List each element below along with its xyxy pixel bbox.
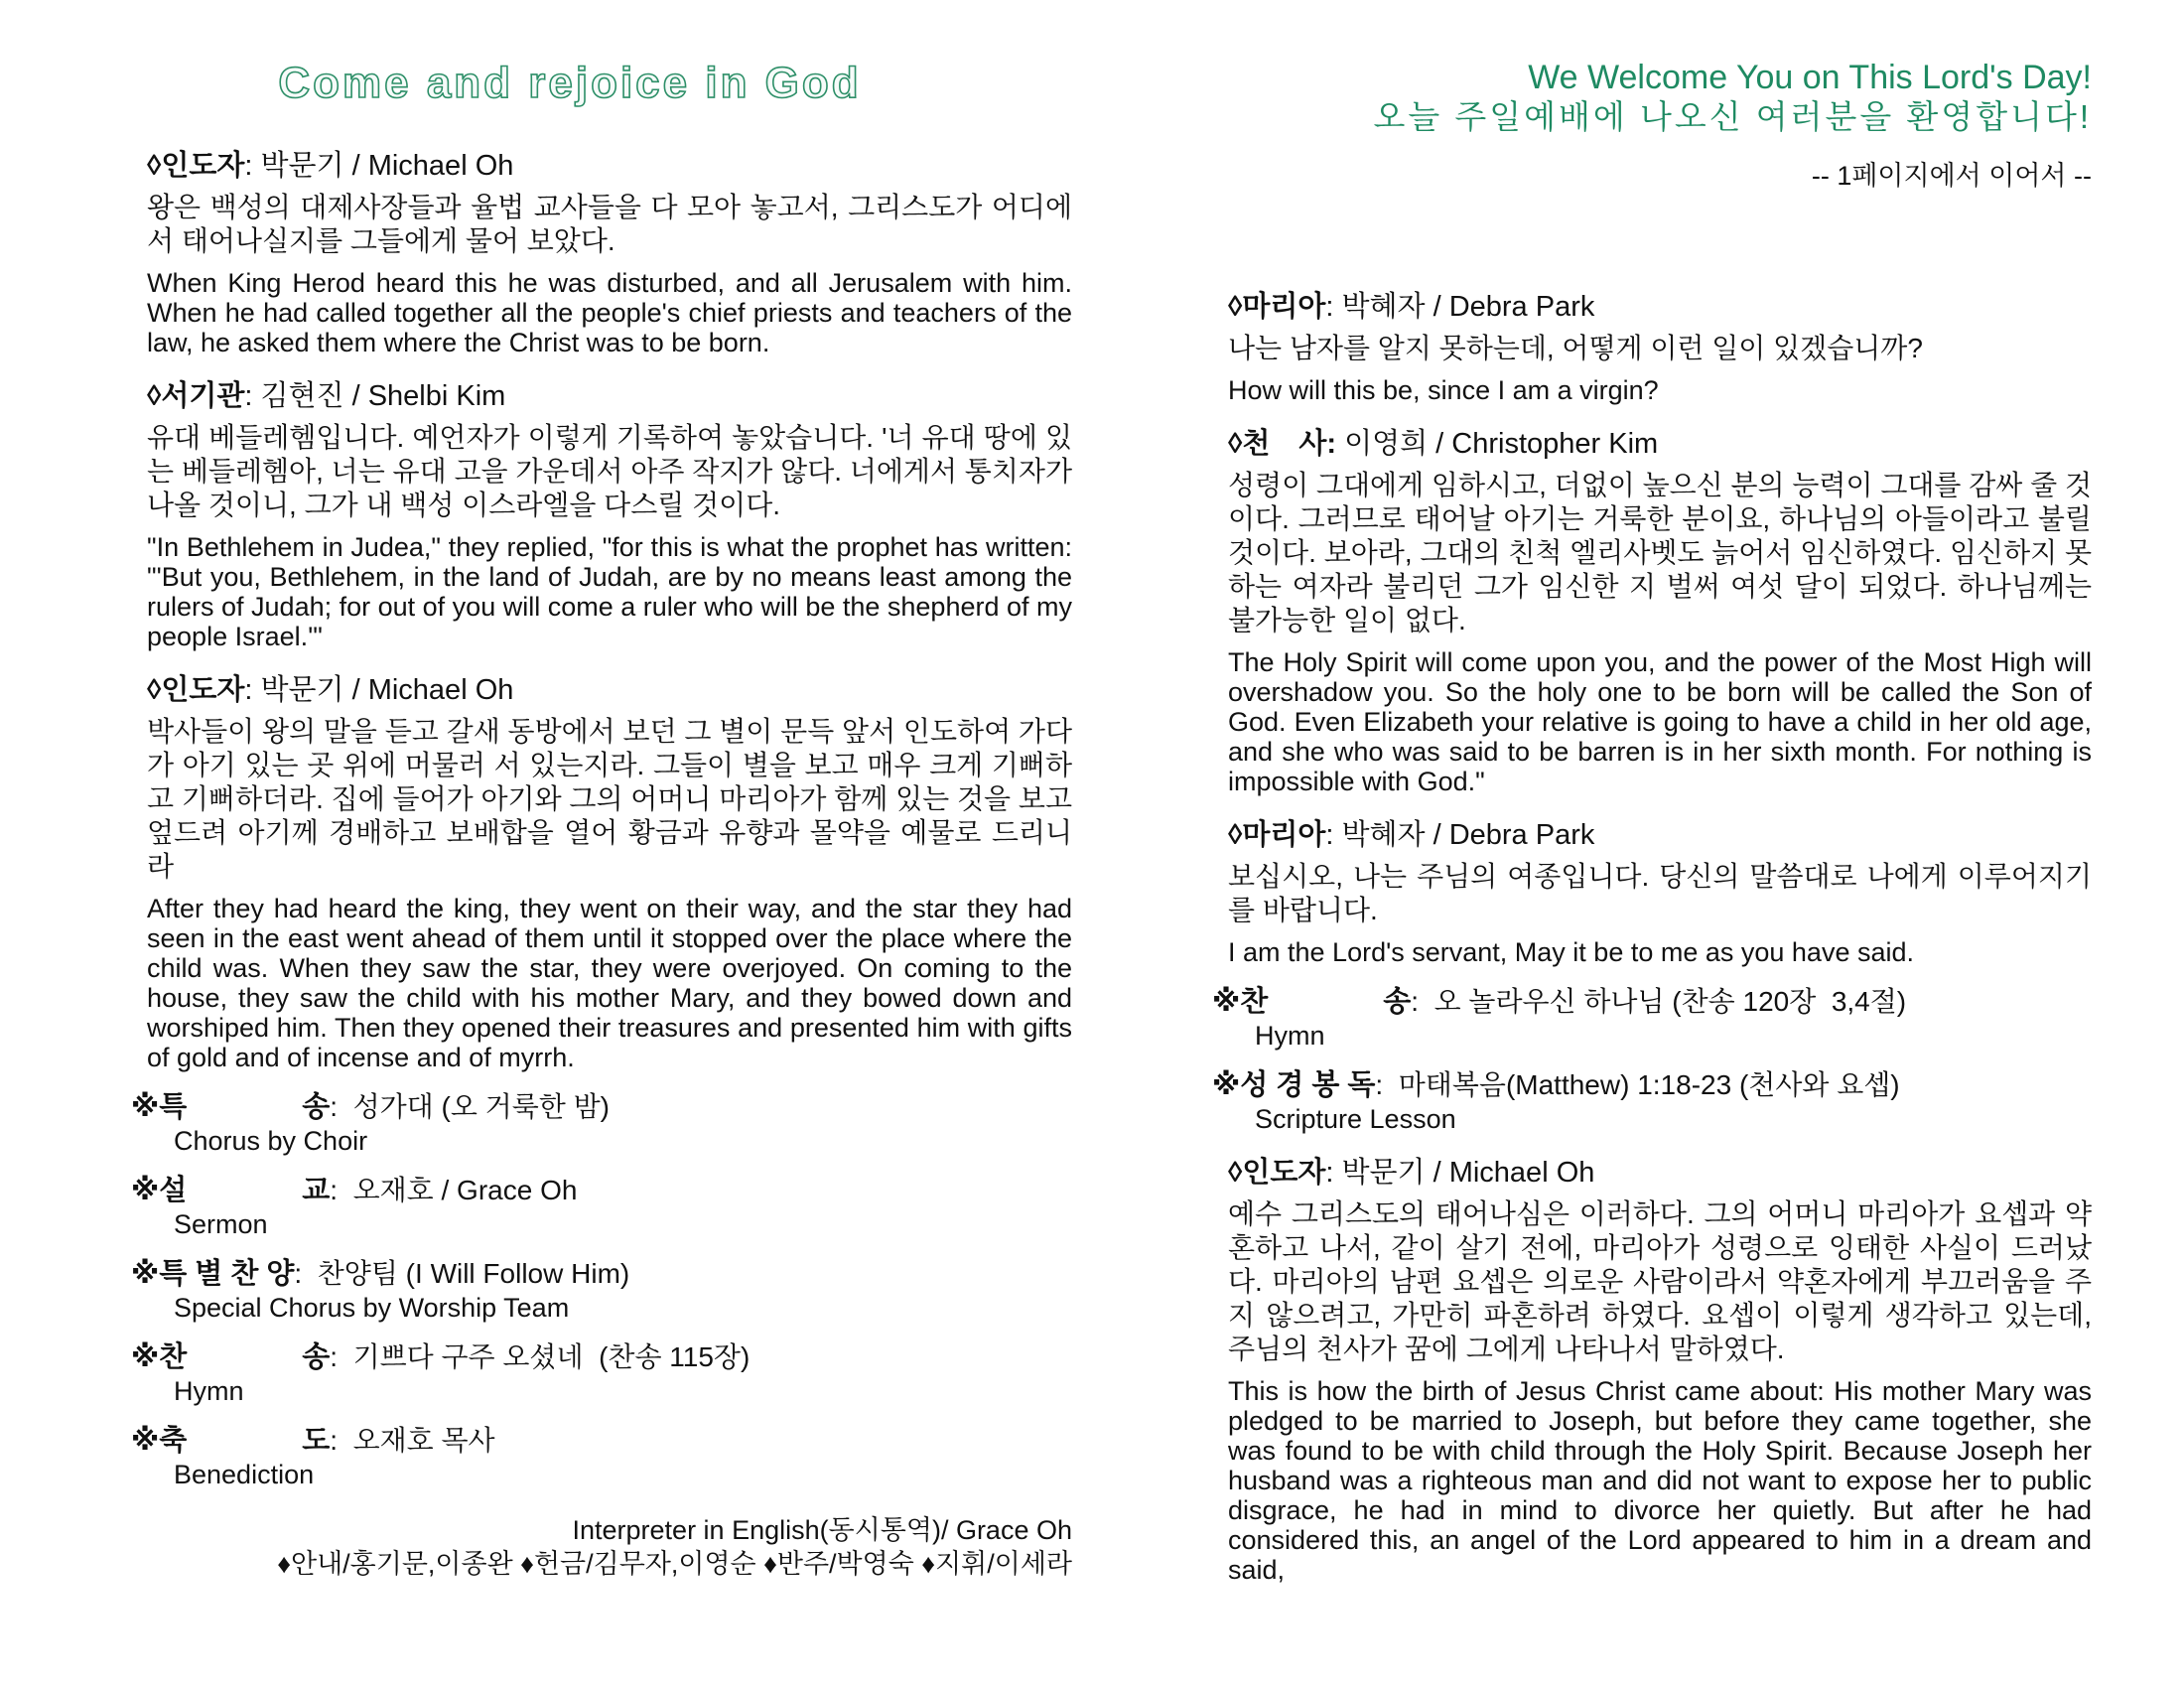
program-item-hymn [131,1340,1072,1406]
role-persons: : 박문기 / Michael Oh [244,674,514,706]
program-item-value: : 찬양팀 (I Will Follow Him) [294,1258,630,1289]
liturgy-section-scribe [147,379,1072,651]
program-item-english: Scripture Lesson [1255,1104,1456,1134]
program-item-scripture-lesson [1212,1068,2092,1134]
role-header [147,673,1072,707]
program-item-english: Chorus by Choir [174,1126,368,1156]
welcome-header-english: We Welcome You on This Lord's Day! [1528,59,2092,96]
role-name: ◊마리아 [1228,819,1326,851]
program-item-english: Hymn [1255,1021,1325,1051]
program-item-value: : 기쁘다 구주 오셨네 (찬송 115장) [330,1341,751,1372]
program-item-special-chorus [131,1257,1072,1323]
liturgy-section-mary-2 [1228,818,2092,967]
korean-paragraph: 예수 그리스도의 태어나심은 이러하다. 그의 어머니 마리아가 요셉과 약혼하고 나서, 같이 살기 전에, 마리아가 성령으로 잉태한 사실이 드러났다. 마리아의 남편 요셉은 의로운 사람이라서 약혼자에게 부끄러움을 주지 않으려고, 가만히 파혼하려 하였다. 요셉이 이렇게 생각하고 있는데, 주님의 천사가 꿈에 그에게 나타나서 말하였다. [1228,1198,2092,1364]
program-item-chorus [131,1090,1072,1156]
role-header [1228,427,2092,461]
program-item-main [131,1424,1072,1458]
program-item-label: ※찬 송 [1212,986,1412,1018]
liturgy-section-leader-right [1228,1156,2092,1585]
role-header [147,149,1072,183]
left-column [131,58,1072,1581]
left-footer [147,1513,1072,1581]
program-item-hymn-right [1212,985,2092,1051]
korean-paragraph: 유대 베들레헴입니다. 예언자가 이렇게 기록하여 놓았습니다. '너 유대 땅에 있는 베들레헴아, 너는 유대 고을 가운데서 아주 작지가 않다. 너에게서 통치자가 나올 것이니, 그가 내 백성 이스라엘을 다스릴 것이다. [147,422,1072,520]
program-item-main [131,1090,1072,1124]
program-item-label: ※특 송 [131,1091,331,1123]
english-paragraph: When King Herod heard this he was disturbed, and all Jerusalem with him. When he had called together all the people's chief priests and teachers of the law, he asked them where the Christ was to be born. [147,268,1072,357]
role-name: ◊서기관 [147,380,245,412]
program-item-value: : 오 놀라우신 하나님 (찬송 120장 3,4절) [1411,986,1907,1017]
role-header [1228,1156,2092,1190]
role-name: ◊마리아 [1228,291,1326,323]
program-item-sermon [131,1174,1072,1239]
role-persons: : 박혜자 / Debra Park [1325,291,1595,323]
korean-paragraph: 보십시오, 나는 주님의 여종입니다. 당신의 말씀대로 나에게 이루어지기를 바랍니다. [1228,861,2092,925]
liturgy-section-leader-2 [147,673,1072,1072]
program-item-main [1212,1068,2092,1102]
role-persons: : 박문기 / Michael Oh [244,150,514,182]
korean-paragraph: 박사들이 왕의 말을 듣고 갈새 동방에서 보던 그 별이 문득 앞서 인도하여 가다가 아기 있는 곳 위에 머물러 서 있는지라. 그들이 별을 보고 매우 크게 기뻐하고 기뻐하더라. 집에 들어가 아기와 그의 어머니 마리아가 함께 있는 것을 보고 엎드려 아기께 경배하고 보배합을 열어 황금과 유향과 몰약을 예물로 드리니라 [147,716,1072,882]
program-item-main [131,1340,1072,1374]
korean-paragraph: 성령이 그대에게 임하시고, 더없이 높으신 분의 능력이 그대를 감싸 줄 것이다. 그러므로 태어날 아기는 거룩한 분이요, 하나님의 아들이라고 불릴 것이다. 보아라, 그대의 친척 엘리사벳도 늙어서 임신하였다. 임신하지 못하는 여자라 불리던 그가 임신한 지 벌써 여섯 달이 되었다. 하나님께는 불가능한 일이 없다. [1228,470,2092,635]
english-paragraph: After they had heard the king, they went on their way, and the star they had seen in the east went ahead of them until it stopped over the place where the child was. When they saw the star, they were overjoyed. On coming to the house, they saw the child with his mother Mary, and they bowed down and worshiped him. Then they opened their treasures and presented him with gifts of gold and of incense and of myrrh. [147,894,1072,1072]
english-paragraph: I am the Lord's servant, May it be to me as you have said. [1228,937,1914,967]
program-item-value: : 오재호 / Grace Oh [330,1175,578,1205]
role-persons: : 김현진 / Shelbi Kim [244,380,506,412]
liturgy-section-mary-1 [1228,290,2092,405]
role-header [147,379,1072,413]
program-item-value: : 오재호 목사 [330,1425,495,1456]
program-item-main [131,1174,1072,1207]
english-paragraph: The Holy Spirit will come upon you, and the power of the Most High will overshadow you. So the holy one to be born will be called the Son of God. Even Elizabeth your relative is going to have a child in her old age, and she who was said to be barren is in her sixth month. For nothing is impossible with God." [1228,647,2092,796]
role-name: ◊인도자 [147,674,245,706]
role-name: ◊인도자 [1228,1157,1326,1189]
program-item-label: ※특 별 찬 양 [131,1258,295,1290]
program-item-label: ※성 경 봉 독 [1212,1069,1376,1101]
program-item-english: Benediction [174,1460,315,1489]
program-item-value: : 마태복음(Matthew) 1:18-23 (천사와 요셉) [1375,1069,1900,1100]
program-item-main [131,1257,1072,1291]
program-item-main [1212,985,2092,1019]
welcome-header [1228,58,2092,137]
program-item-label: ※찬 송 [131,1341,331,1373]
english-paragraph: How will this be, since I am a virgin? [1228,375,1659,405]
role-name: ◊천 사: [1228,428,1337,460]
liturgy-section-leader-1 [147,149,1072,357]
program-item-label: ※설 교 [131,1175,331,1206]
program-item-value: : 성가대 (오 거룩한 밤) [330,1091,610,1122]
program-item-benediction [131,1424,1072,1489]
role-persons: : 박문기 / Michael Oh [1325,1157,1595,1189]
interpreter-credit: Interpreter in English(동시통역)/ Grace Oh [572,1515,1072,1545]
welcome-header-korean: 오늘 주일예배에 나오신 여러분을 환영합니다! [1373,98,2092,135]
korean-paragraph: 왕은 백성의 대제사장들과 율법 교사들을 다 모아 놓고서, 그리스도가 어디에서 태어나실지를 그들에게 물어 보았다. [147,192,1072,256]
role-header [1228,290,2092,324]
liturgy-section-angel [1228,427,2092,796]
korean-paragraph: 나는 남자를 알지 못하는데, 어떻게 이런 일이 있겠습니까? [1228,333,1923,363]
role-name: ◊인도자 [147,150,245,182]
program-item-english: Sermon [174,1209,268,1239]
program-item-label: ※축 도 [131,1425,331,1457]
left-title: Come and rejoice in God [278,59,862,107]
program-item-english: Hymn [174,1376,244,1406]
right-column [1212,58,2092,1585]
role-header [1228,818,2092,852]
staff-credits: ♦안내/홍기문,이종완 ♦헌금/김무자,이영순 ♦반주/박영숙 ♦지휘/이세라 [277,1549,1072,1579]
english-paragraph: "In Bethlehem in Judea," they replied, "for this is what the prophet has written: "'But you, Bethlehem, in the land of Judah, are by no means least among the rulers of Judah; for out of you will come a ruler who will be the shepherd of my people Israel.'" [147,532,1072,651]
role-persons: 이영희 / Christopher Kim [1336,428,1659,460]
english-paragraph: This is how the birth of Jesus Christ came about: His mother Mary was pledged to be married to Joseph, but before they came together, she was found to be with child through the Holy Spirit. Because Joseph her husband was a righteous man and did not want to expose her to public disgrace, he had in mind to divorce her quietly. But after he had considered this, an angel of the Lord appeared to him in a dream and said, [1228,1376,2092,1585]
continued-from-page-note: -- 1페이지에서 이어서 -- [1811,161,2092,191]
role-persons: : 박혜자 / Debra Park [1325,819,1595,851]
program-item-english: Special Chorus by Worship Team [174,1293,570,1323]
